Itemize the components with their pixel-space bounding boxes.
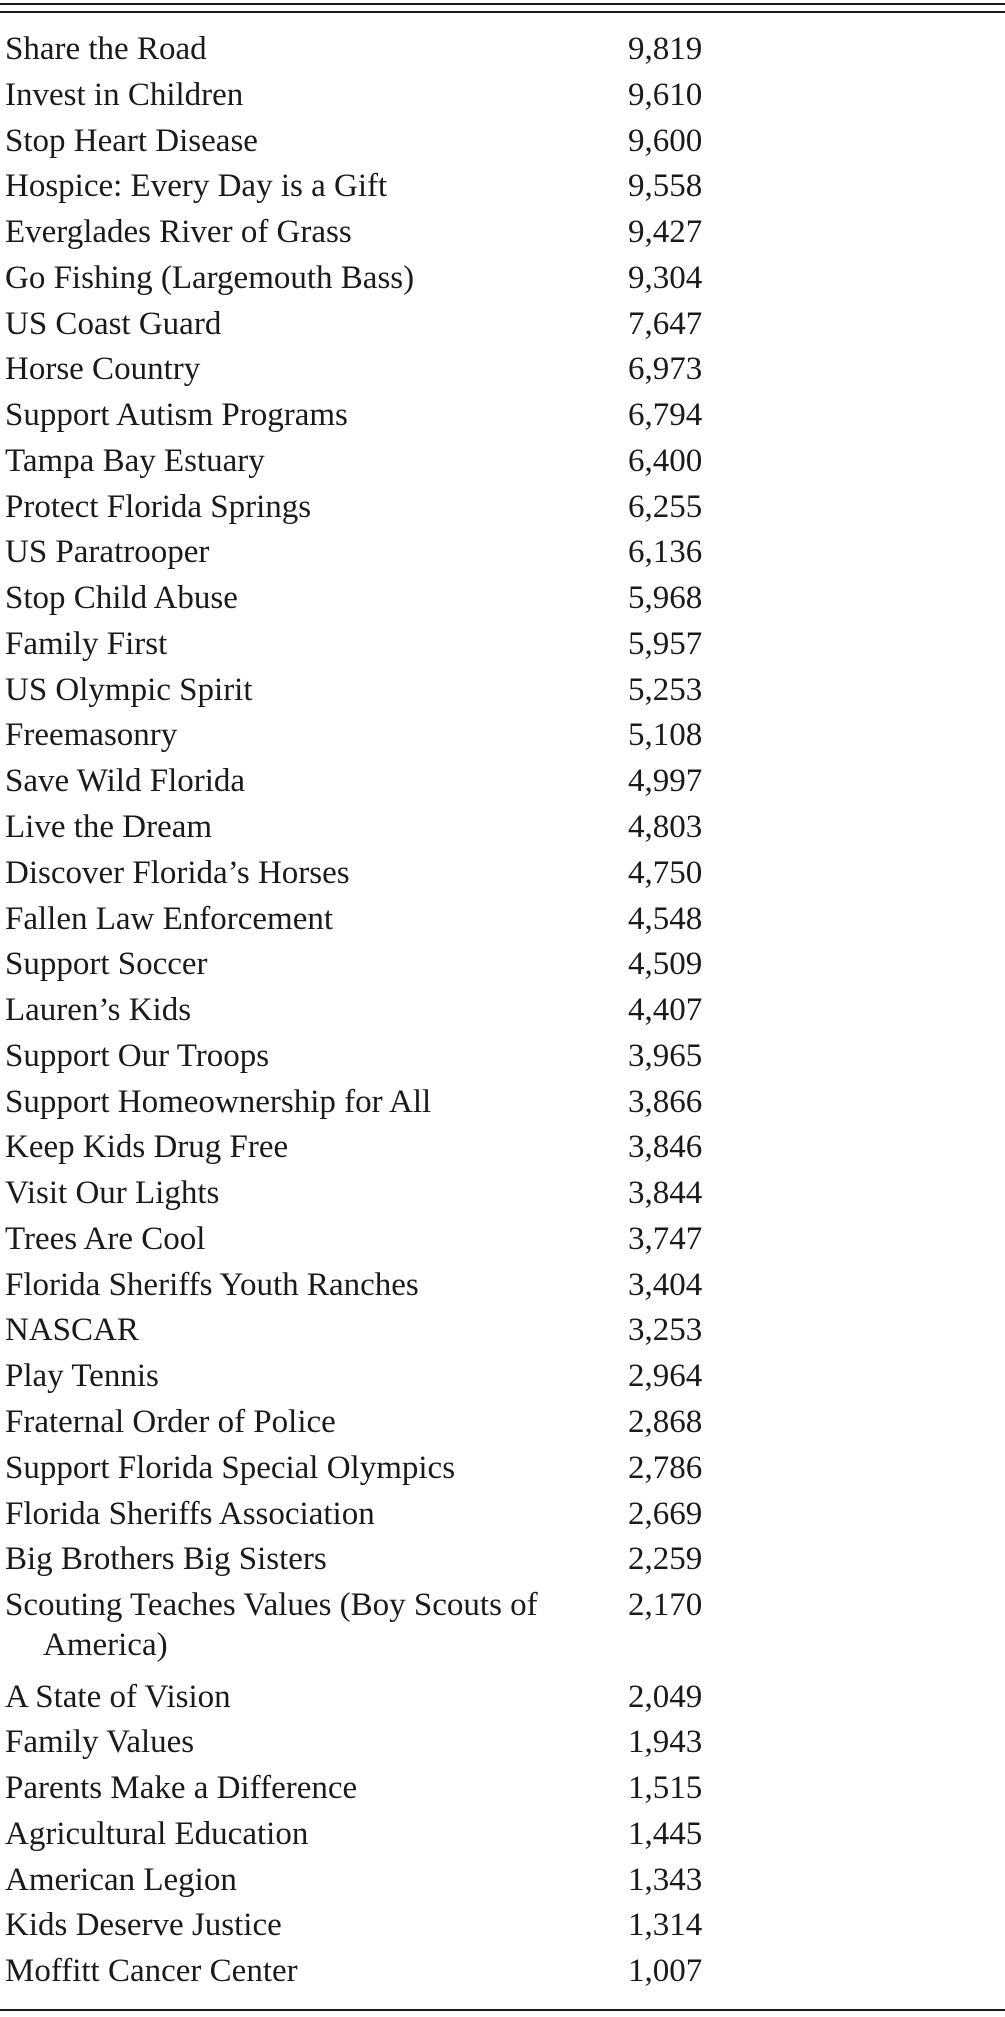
plate-name-cell (0, 255, 628, 301)
plate-count: 1,515 (628, 1770, 703, 1807)
plate-name-cell (0, 1948, 628, 1994)
table-row (0, 484, 760, 530)
plate-name: Horse Country (5, 351, 201, 388)
plate-count: 4,548 (628, 900, 703, 937)
plate-name-cell (0, 621, 628, 667)
table-row (0, 118, 760, 164)
plate-name: Share the Road (5, 31, 207, 67)
plate-name: Fraternal Order of Police (5, 1403, 336, 1440)
plate-count: 2,170 (628, 1587, 703, 1624)
plate-name: Scouting Teaches Values (Boy Scouts of America) (5, 1587, 538, 1664)
plate-name: Moffitt Cancer Center (5, 1953, 298, 1990)
table-row (0, 1399, 760, 1445)
table-row (0, 1765, 760, 1811)
plate-name-cell (0, 941, 628, 987)
plate-count: 4,509 (628, 946, 703, 983)
plate-name: Freemasonry (5, 717, 178, 754)
plate-count: 3,253 (628, 1312, 703, 1349)
plate-count: 9,304 (628, 259, 703, 296)
plate-count: 9,427 (628, 214, 703, 251)
plate-name: Everglades River of Grass (5, 214, 352, 251)
plate-name: Florida Sheriffs Association (5, 1495, 375, 1532)
plate-name-cell (0, 1902, 628, 1948)
plate-name: Support Autism Programs (5, 397, 348, 434)
plate-name: NASCAR (5, 1312, 139, 1349)
plate-name: Support Our Troops (5, 1037, 270, 1074)
plate-name-cell (0, 712, 628, 758)
plate-count: 9,558 (628, 168, 703, 205)
table-row (0, 575, 760, 621)
table-row (0, 621, 760, 667)
plate-name: A State of Vision (5, 1678, 231, 1715)
plate-name-cell (0, 392, 628, 438)
plate-count: 9,819 (628, 31, 703, 67)
table-row (0, 255, 760, 301)
plate-count: 2,868 (628, 1403, 703, 1440)
table-row (0, 438, 760, 484)
plate-name-cell (0, 301, 628, 347)
plate-count: 3,844 (628, 1175, 703, 1212)
plate-name-cell (0, 484, 628, 530)
plate-name: Big Brothers Big Sisters (5, 1541, 327, 1578)
table-row (0, 712, 760, 758)
table-top-rule-inner (0, 11, 1005, 13)
table-row (0, 1307, 760, 1353)
table-row (0, 529, 760, 575)
plate-count: 3,866 (628, 1083, 703, 1120)
table-row (0, 941, 760, 987)
plate-name: Go Fishing (Largemouth Bass) (5, 259, 415, 296)
specialty-plate-table (0, 26, 760, 1994)
plate-name: Agricultural Education (5, 1815, 309, 1852)
table-row (0, 1811, 760, 1857)
table-row (0, 301, 760, 347)
table-row (0, 209, 760, 255)
plate-name-cell (0, 1445, 628, 1491)
table-row (0, 1124, 760, 1170)
plate-name-cell (0, 1765, 628, 1811)
plate-name-cell (0, 438, 628, 484)
plate-name-cell (0, 896, 628, 942)
table-body (0, 26, 760, 1994)
plate-name: Family First (5, 625, 168, 662)
plate-count: 1,445 (628, 1815, 703, 1852)
plate-name: Tampa Bay Estuary (5, 442, 265, 479)
plate-count: 1,343 (628, 1861, 703, 1898)
table-row (0, 1948, 760, 1994)
plate-name-cell (0, 1170, 628, 1216)
plate-name-cell (0, 346, 628, 392)
plate-count: 4,997 (628, 763, 703, 800)
plate-name: American Legion (5, 1861, 237, 1898)
plate-count: 4,407 (628, 992, 703, 1029)
plate-name-cell (0, 1674, 628, 1720)
plate-name-cell (0, 1262, 628, 1308)
plate-name: Support Soccer (5, 946, 208, 983)
plate-count: 4,750 (628, 854, 703, 891)
plate-name: Trees Are Cool (5, 1220, 206, 1257)
plate-name: Support Florida Special Olympics (5, 1449, 456, 1486)
plate-name-cell (0, 1399, 628, 1445)
table-row (0, 1857, 760, 1903)
plate-name: Florida Sheriffs Youth Ranches (5, 1266, 419, 1303)
plate-name: Discover Florida’s Horses (5, 854, 350, 891)
table-row (0, 72, 760, 118)
plate-name: Stop Heart Disease (5, 122, 258, 159)
table-row (0, 1536, 760, 1582)
plate-count: 4,803 (628, 809, 703, 846)
plate-name-cell (0, 118, 628, 164)
plate-name: US Paratrooper (5, 534, 210, 571)
plate-name: Save Wild Florida (5, 763, 246, 800)
table-row (0, 1902, 760, 1948)
plate-count: 3,965 (628, 1037, 703, 1074)
table-row (0, 758, 760, 804)
plate-count: 9,600 (628, 122, 703, 159)
plate-name: Keep Kids Drug Free (5, 1129, 289, 1166)
plate-name-cell (0, 163, 628, 209)
plate-name-cell (0, 529, 628, 575)
table-row (0, 1719, 760, 1765)
plate-count: 1,314 (628, 1907, 703, 1944)
plate-name-cell (0, 1536, 628, 1582)
plate-name: Stop Child Abuse (5, 580, 238, 617)
plate-name: Kids Deserve Justice (5, 1907, 282, 1944)
table-row (0, 1491, 760, 1537)
table-row (0, 667, 760, 713)
table-row (0, 1582, 760, 1674)
plate-name: Fallen Law Enforcement (5, 900, 334, 937)
table-bottom-rule (0, 2009, 1005, 2011)
plate-count: 3,404 (628, 1266, 703, 1303)
table-row (0, 896, 760, 942)
plate-count: 2,049 (628, 1678, 703, 1715)
plate-name-cell (0, 26, 628, 72)
plate-count: 2,786 (628, 1449, 703, 1486)
plate-name: Visit Our Lights (5, 1175, 220, 1212)
plate-name: Lauren’s Kids (5, 992, 192, 1029)
table-row (0, 1262, 760, 1308)
plate-name-cell (0, 1307, 628, 1353)
plate-name-cell (0, 667, 628, 713)
plate-name-cell (0, 1582, 628, 1674)
table-row (0, 987, 760, 1033)
plate-name-cell (0, 1353, 628, 1399)
plate-name-cell (0, 1033, 628, 1079)
plate-count: 6,973 (628, 351, 703, 388)
plate-count: 6,400 (628, 442, 703, 479)
plate-name-cell (0, 1216, 628, 1262)
plate-name-cell (0, 758, 628, 804)
plate-name: US Olympic Spirit (5, 671, 253, 708)
plate-name-cell (0, 209, 628, 255)
plate-name: Support Homeownership for All (5, 1083, 432, 1120)
plate-name: Live the Dream (5, 809, 213, 846)
plate-name-cell (0, 72, 628, 118)
plate-count: 3,846 (628, 1129, 703, 1166)
plate-name: Family Values (5, 1724, 195, 1761)
plate-name: Hospice: Every Day is a Gift (5, 168, 388, 205)
plate-name-cell (0, 575, 628, 621)
table-row (0, 1674, 760, 1720)
table-top-rule-outer (0, 3, 1005, 5)
plate-count: 5,253 (628, 671, 703, 708)
plate-name-cell (0, 1857, 628, 1903)
table-row (0, 1353, 760, 1399)
plate-name: Parents Make a Difference (5, 1770, 358, 1807)
plate-count: 9,610 (628, 76, 703, 113)
plate-count: 2,669 (628, 1495, 703, 1532)
plate-count: 3,747 (628, 1220, 703, 1257)
plate-name-cell (0, 987, 628, 1033)
plate-name-cell (0, 1079, 628, 1125)
table-row (0, 1445, 760, 1491)
plate-count: 5,108 (628, 717, 703, 754)
plate-count: 5,957 (628, 625, 703, 662)
plate-name-cell (0, 850, 628, 896)
table-row (0, 26, 760, 72)
plate-name-cell (0, 804, 628, 850)
table-row (0, 392, 760, 438)
plate-count: 1,943 (628, 1724, 703, 1761)
table-row (0, 804, 760, 850)
plate-count: 6,794 (628, 397, 703, 434)
table-row (0, 1216, 760, 1262)
plate-name-cell (0, 1719, 628, 1765)
plate-count: 6,255 (628, 488, 703, 525)
table-row (0, 163, 760, 209)
plate-name: Play Tennis (5, 1358, 159, 1395)
plate-name-cell (0, 1124, 628, 1170)
table-row (0, 346, 760, 392)
plate-name: US Coast Guard (5, 305, 222, 342)
plate-name-cell (0, 1811, 628, 1857)
plate-count: 5,968 (628, 580, 703, 617)
plate-count: 6,136 (628, 534, 703, 571)
plate-name: Protect Florida Springs (5, 488, 312, 525)
plate-count: 7,647 (628, 305, 703, 342)
table-row (0, 850, 760, 896)
table-row (0, 1079, 760, 1125)
plate-count: 1,007 (628, 1953, 703, 1990)
table-row (0, 1170, 760, 1216)
table-row (0, 1033, 760, 1079)
plate-count: 2,259 (628, 1541, 703, 1578)
plate-name: Invest in Children (5, 76, 244, 113)
plate-count: 2,964 (628, 1358, 703, 1395)
plate-name-cell (0, 1491, 628, 1537)
